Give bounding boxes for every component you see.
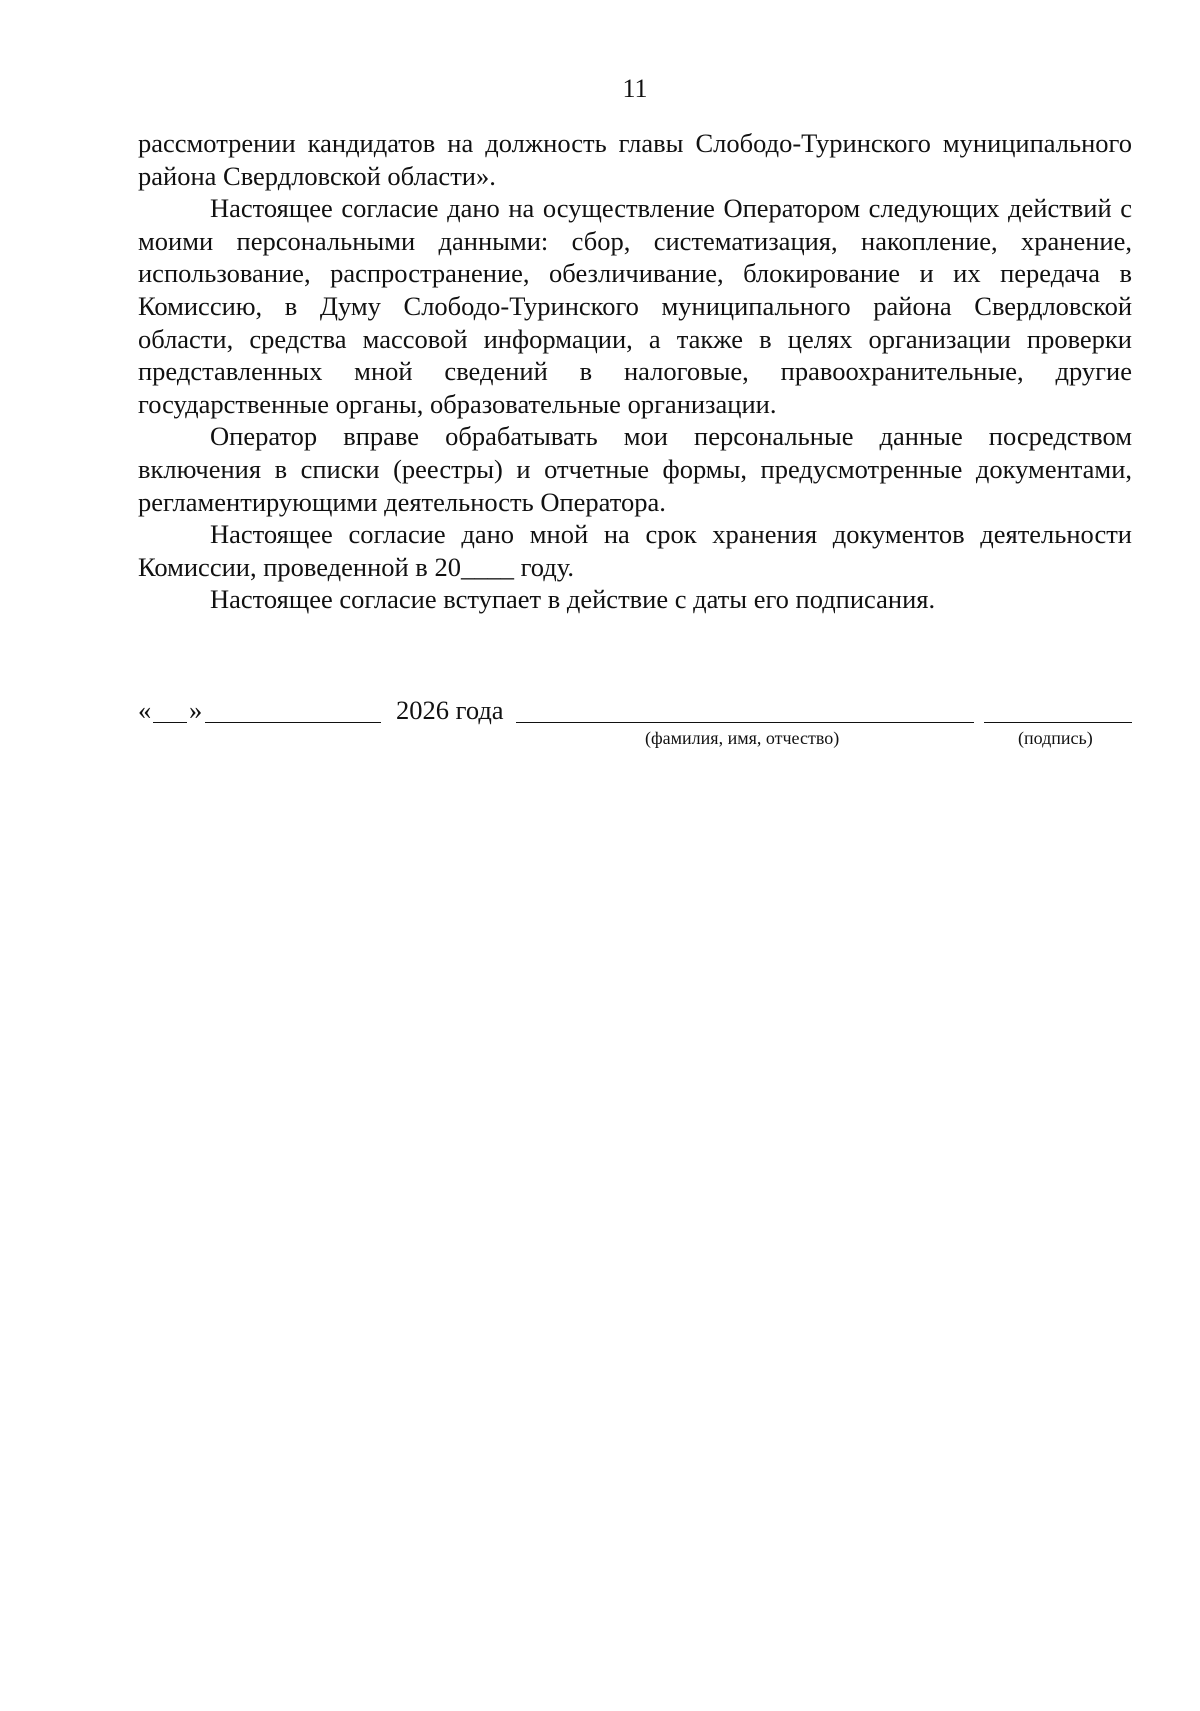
date-close-quote: » [189, 695, 203, 725]
date-open-quote: « [138, 695, 152, 725]
signature-line [138, 694, 1132, 728]
document-body [138, 127, 1132, 616]
page-number: 11 [622, 74, 648, 103]
signature-blank [984, 722, 1132, 723]
paragraph-consent-effective: Настоящее согласие вступает в действие с даты его подписания. [210, 584, 936, 615]
full-name-caption: (фамилия, имя, отчество) [645, 728, 840, 748]
signature-caption: (подпись) [1018, 728, 1093, 748]
year-text: 2026 года [396, 695, 504, 725]
day-blank [153, 722, 187, 723]
full-name-blank [516, 722, 974, 723]
month-blank [205, 722, 381, 723]
paragraph-continuation: рассмотрении кандидатов на должность главы Слободо-Туринского муниципального района Свердловской области». [138, 128, 1132, 191]
paragraph-operator-rights: Оператор вправе обрабатывать мои персональные данные посредством включения в списки (реестры) и отчетные формы, предусмотренные документами, регламентирующими деятельность Оператора. [138, 421, 1132, 517]
paragraph-consent-actions: Настоящее согласие дано на осуществление Оператором следующих действий с моими персональными данными: сбор, систематизация, накопление, хранение, использование, распространение, обезличивание, блокирование и их передача в Комиссию, в Думу Слободо-Туринского муниципального района Свердловской области, средства массовой информации, а также в целях организации проверки представленных мной сведений в налоговые, правоохранительные, другие государственные органы, образовательные организации. [138, 193, 1132, 419]
paragraph-consent-term: Настоящее согласие дано мной на срок хранения документов деятельности Комиссии, проведенной в 20____ году. [138, 519, 1132, 582]
